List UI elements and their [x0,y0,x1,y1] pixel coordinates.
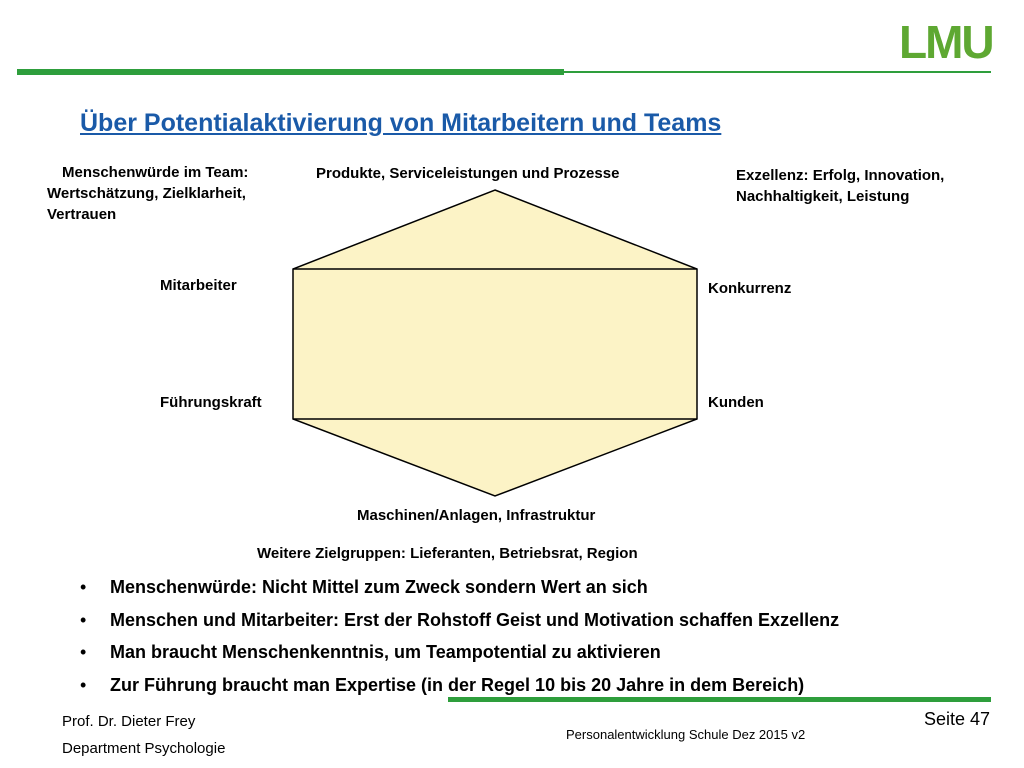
corner-label-right [736,165,944,207]
bullet-text: Man braucht Menschenkenntnis, um Teampotential zu aktivieren [110,642,661,662]
label-fuehrungskraft: Führungskraft [160,394,262,411]
page-title: Über Potentialaktivierung von Mitarbeitern und Teams [80,109,722,137]
bullet-item [78,641,839,674]
corner-left-line-3: Vertrauen [47,206,117,223]
bullet-dot: • [80,642,87,662]
corner-left-line-2: Wertschätzung, Zielklarheit, [47,185,246,202]
hexagon-shape [293,190,697,496]
corner-right-line-1: Exzellenz: Erfolg, Innovation, [736,167,945,184]
bullet-dot: • [80,577,87,597]
corner-right-line-2: Nachhaltigkeit, Leistung [736,188,910,205]
corner-label-left-cont [47,183,246,225]
bullet-dot: • [80,609,87,630]
bullet-item [78,576,839,609]
other-target-groups: Weitere Zielgruppen: Lieferanten, Betriebsrat, Region [257,545,638,562]
label-konkurrenz: Konkurrenz [708,280,792,297]
bottom-label: Maschinen/Anlagen, Infrastruktur [357,507,596,524]
footer-document-title: Personalentwicklung Schule Dez 2015 v2 [566,727,806,742]
bullet-dot: • [80,674,87,695]
top-label: Produkte, Serviceleistungen und Prozesse [316,165,620,182]
bullet-list [78,576,839,706]
footer-department: Department Psychologie [62,740,226,757]
bullet-item [78,674,839,707]
bullet-item [78,609,839,642]
corner-left-line-1: Menschenwürde im Team: [62,164,249,181]
page-number: Seite 47 [924,709,991,729]
footer-author: Prof. Dr. Dieter Frey [62,713,196,730]
label-mitarbeiter: Mitarbeiter [160,277,237,294]
label-kunden: Kunden [708,394,764,411]
bullet-text: Zur Führung braucht man Expertise (in der Regel 10 bis 20 Jahre in dem Bereich) [110,674,805,695]
lmu-logo-text: LMU [899,18,993,66]
corner-label-left [62,162,248,183]
bullet-text: Menschenwürde: Nicht Mittel zum Zweck sondern Wert an sich [110,577,648,597]
bullet-text: Menschen und Mitarbeiter: Erst der Rohstoff Geist und Motivation schaffen Exzellenz [110,609,840,630]
